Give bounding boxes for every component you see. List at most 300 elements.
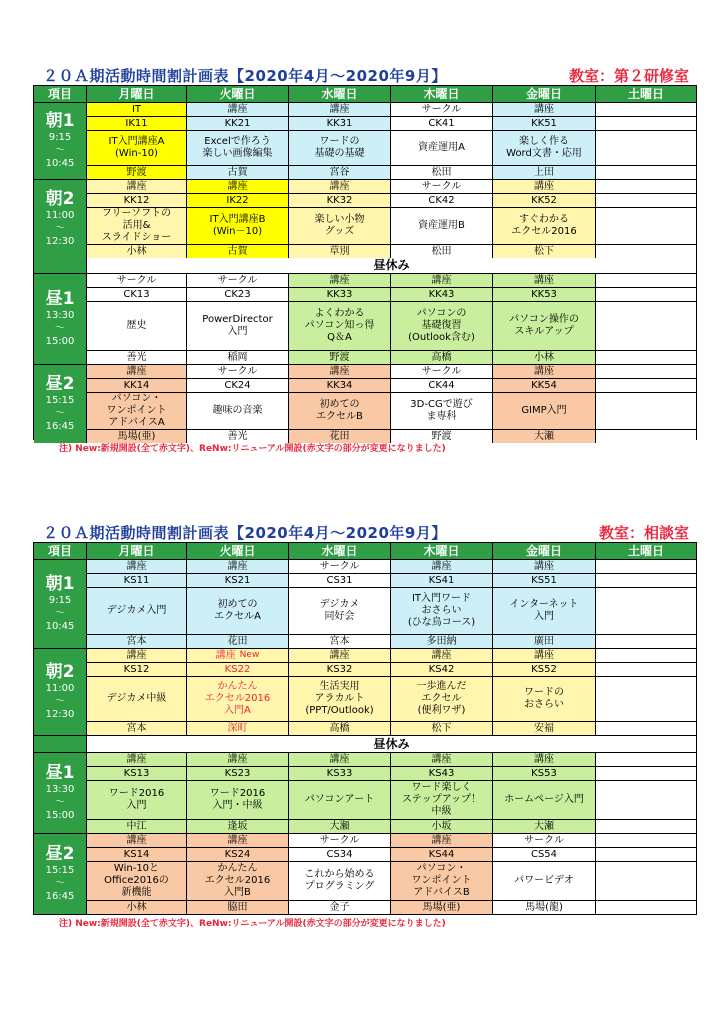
timetable-header-row — [34, 543, 696, 559]
class-type — [289, 560, 390, 574]
class-type — [596, 560, 696, 574]
class-type — [289, 649, 390, 663]
class-type — [596, 103, 696, 117]
class-type — [493, 834, 595, 848]
class-title: Excelで作ろう 楽しい画像編集 — [187, 131, 288, 166]
period-time: 11:00 ～ 12:30 — [45, 210, 75, 247]
class-title: すぐわかる エクセル2016 — [493, 208, 595, 245]
class-type — [187, 560, 288, 574]
class-code — [596, 848, 696, 862]
instructor-name: 野渡 — [329, 352, 350, 363]
class-type-text: サークル — [421, 366, 462, 377]
period-label — [34, 834, 87, 914]
instructor-name: 多田納 — [426, 636, 457, 647]
class-type — [187, 274, 288, 288]
class-code: CS31 — [289, 574, 390, 588]
class-title: デジカメ 同好会 — [289, 588, 390, 635]
class-type — [187, 180, 288, 194]
period-time: 13:30 ～ 15:00 — [45, 310, 75, 347]
class-slot — [493, 560, 596, 648]
instructor-name: 花田 — [329, 431, 350, 442]
class-title: 楽しい小物 グッズ — [289, 208, 390, 245]
class-code: KS13 — [87, 767, 186, 781]
class-slot — [187, 103, 289, 179]
class-slot — [87, 274, 187, 364]
period-time: 15:15 ～ 16:45 — [45, 395, 75, 432]
class-title: GIMP入門 — [493, 393, 595, 430]
new-badge: New — [239, 650, 260, 660]
header-day: 金曜日 — [493, 543, 596, 559]
class-type — [87, 649, 186, 663]
period-row — [34, 364, 696, 442]
class-slot — [289, 103, 391, 179]
lunch-break-row — [34, 735, 696, 752]
class-title: IT入門講座B (Win－10) — [187, 208, 288, 245]
class-code: KS24 — [187, 848, 288, 862]
class-code: KS44 — [391, 848, 492, 862]
class-title: よくわかる パソコン知っ得 Q＆A — [289, 302, 390, 351]
timetable-grid — [33, 542, 697, 915]
class-type-text: サークル — [319, 561, 360, 572]
class-type-text: 講座 — [329, 650, 350, 661]
period-time: 11:00 ～ 12:30 — [45, 683, 75, 720]
class-type — [87, 834, 186, 848]
class-type — [596, 365, 696, 379]
header-day: 火曜日 — [187, 543, 289, 559]
class-code: KS21 — [187, 574, 288, 588]
timetable-grid — [33, 85, 697, 440]
class-slot — [87, 180, 187, 258]
instructor-name: 稲岡 — [227, 352, 248, 363]
class-title: パソコン操作の スキルアップ — [493, 302, 595, 351]
class-type-text: 講座 — [126, 835, 147, 846]
schedule-section-consultation-room — [33, 520, 697, 929]
class-slot — [596, 753, 696, 833]
timetable-header-row — [34, 86, 696, 102]
class-code: KS43 — [391, 767, 492, 781]
lunch-label-cell — [34, 736, 87, 752]
class-type-text: 講座 — [534, 104, 554, 115]
class-code — [596, 117, 696, 131]
period-label — [34, 365, 87, 443]
class-title: Win-10と Office2016の 新機能 — [87, 862, 186, 901]
class-title: かんたん エクセル2016 入門B — [187, 862, 288, 901]
instructor-name: 逢坂 — [227, 821, 248, 832]
instructor-name: 古賀 — [227, 167, 248, 178]
class-type-text: 講座 — [431, 754, 452, 765]
class-title — [596, 302, 696, 351]
instructor-name: 野渡 — [126, 167, 147, 178]
instructor-name: 野渡 — [431, 431, 452, 442]
header-day: 水曜日 — [289, 86, 391, 102]
class-title: 資産運用A — [391, 131, 492, 166]
class-title: ワード2016 入門・中級 — [187, 781, 288, 820]
class-title: インターネット 入門 — [493, 588, 595, 635]
class-code: KK53 — [493, 288, 595, 302]
class-title: 趣味の音楽 — [187, 393, 288, 430]
class-type-text: サークル — [116, 275, 157, 286]
class-title: パソコンの 基礎復習 (Outlook含む) — [391, 302, 492, 351]
period-row — [34, 559, 696, 648]
class-slot — [391, 834, 493, 914]
class-slot — [391, 560, 493, 648]
period-row — [34, 648, 696, 735]
class-type-text: 講座 — [431, 650, 452, 661]
class-type-text: サークル — [421, 181, 462, 192]
class-code: CS34 — [289, 848, 390, 862]
class-type — [289, 103, 390, 117]
class-type — [493, 180, 595, 194]
period-name: 朝1 — [45, 574, 75, 594]
class-type — [596, 180, 696, 194]
class-code — [596, 194, 696, 208]
class-slot — [493, 180, 596, 258]
instructor-name: 善光 — [126, 352, 147, 363]
footnote: 注) New:新規開設(全て赤文字)、ReNw:リニューアル開設(赤文字の部分が変更になりました) — [59, 444, 446, 454]
class-slot — [391, 649, 493, 735]
class-code: KK43 — [391, 288, 492, 302]
period-time: 9:15 ～ 10:45 — [45, 595, 75, 632]
class-type-text: 講座 — [329, 754, 350, 765]
class-slot — [187, 274, 289, 364]
class-type-text: 講座 — [126, 754, 147, 765]
class-title: IT入門講座A (Win-10) — [87, 131, 186, 166]
class-slot — [391, 180, 493, 258]
class-title: パソコン・ ワンポイント アドバイスB — [391, 862, 492, 901]
class-code — [596, 663, 696, 677]
class-slot — [391, 103, 493, 179]
class-type — [493, 649, 595, 663]
class-title: 生活実用 アラカルト (PPT/Outlook) — [289, 677, 390, 722]
class-title: かんたん エクセル2016 入門A — [187, 677, 288, 722]
class-title: 資産運用B — [391, 208, 492, 245]
instructor-name: 脇田 — [227, 902, 248, 913]
class-type-text: 講座 — [126, 650, 147, 661]
instructor-name: 松田 — [431, 246, 452, 257]
class-code: KK21 — [187, 117, 288, 131]
instructor-name: 高橋 — [329, 723, 350, 734]
class-type — [289, 180, 390, 194]
class-type-text: 講座 — [126, 561, 147, 572]
header-day: 土曜日 — [596, 86, 696, 102]
class-title: パワービデオ — [493, 862, 595, 901]
period-row — [34, 833, 696, 914]
instructor-name: 宮谷 — [329, 167, 350, 178]
class-type — [391, 753, 492, 767]
schedule-title-bar — [33, 63, 697, 85]
instructor-name: 大瀬 — [329, 821, 350, 832]
class-slot — [493, 649, 596, 735]
room-label: 教室：第２研修室 — [568, 67, 689, 85]
instructor-name: 松田 — [431, 167, 452, 178]
class-slot — [187, 560, 289, 648]
class-type-text: 講座 — [534, 366, 554, 377]
class-code: KS52 — [493, 663, 595, 677]
class-title: ワードの おさらい — [493, 677, 595, 722]
instructor-name: 花田 — [227, 636, 248, 647]
period-label — [34, 103, 87, 179]
schedule-section-training-room — [33, 63, 697, 454]
instructor-name: 馬場(龍) — [525, 902, 563, 913]
instructor-name — [596, 351, 696, 364]
class-slot — [187, 834, 289, 914]
class-type-text: 講座 — [227, 561, 248, 572]
class-type — [87, 274, 186, 288]
class-slot — [493, 753, 596, 833]
period-name: 昼1 — [45, 289, 75, 309]
class-type — [289, 834, 390, 848]
instructor-name: 小林 — [534, 352, 554, 363]
header-day: 木曜日 — [391, 86, 493, 102]
period-label — [34, 649, 87, 735]
period-row — [34, 102, 696, 179]
class-slot — [493, 103, 596, 179]
class-code: KS41 — [391, 574, 492, 588]
class-title: パソコンアート — [289, 781, 390, 820]
class-title: 初めての エクセルA — [187, 588, 288, 635]
instructor-name — [596, 430, 696, 443]
class-slot — [87, 649, 187, 735]
class-title: これから始める プログラミング — [289, 862, 390, 901]
class-title — [596, 393, 696, 430]
class-type-text: サークル — [217, 275, 258, 286]
class-code: KK34 — [289, 379, 390, 393]
class-type — [493, 365, 595, 379]
class-slot — [493, 834, 596, 914]
class-type-text: 講座 — [329, 181, 350, 192]
class-slot — [87, 103, 187, 179]
class-type — [87, 560, 186, 574]
instructor-name — [596, 820, 696, 833]
class-type — [493, 274, 595, 288]
instructor-name: 安福 — [534, 723, 554, 734]
room-label: 教室：相談室 — [598, 524, 689, 542]
class-slot — [289, 365, 391, 443]
class-type — [596, 649, 696, 663]
class-type — [493, 560, 595, 574]
class-type-text: 講座 — [534, 650, 554, 661]
class-code: KK31 — [289, 117, 390, 131]
class-code: CK42 — [391, 194, 492, 208]
class-code: KS11 — [87, 574, 186, 588]
class-type-text: 講座 — [534, 561, 554, 572]
class-code: KK33 — [289, 288, 390, 302]
class-title: ワード2016 入門 — [87, 781, 186, 820]
class-type-text: 講座 — [431, 561, 452, 572]
class-title: 一歩進んだ エクセル (便利ワザ) — [391, 677, 492, 722]
class-code: KS23 — [187, 767, 288, 781]
instructor-name: 上田 — [534, 167, 554, 178]
instructor-name: 宮本 — [126, 723, 147, 734]
class-type-text: IT — [131, 104, 142, 115]
class-code: KS12 — [87, 663, 186, 677]
header-day: 月曜日 — [87, 86, 187, 102]
class-slot — [493, 274, 596, 364]
class-type — [289, 753, 390, 767]
instructor-name: 松下 — [534, 246, 554, 257]
class-slot — [596, 649, 696, 735]
class-type — [596, 753, 696, 767]
instructor-name: 馬場(亜) — [422, 902, 461, 913]
class-code: IK11 — [87, 117, 186, 131]
class-type-text: 講座 — [227, 104, 248, 115]
class-code: KK12 — [87, 194, 186, 208]
class-title — [596, 131, 696, 166]
period-name: 朝2 — [45, 662, 75, 682]
instructor-name: 草別 — [329, 246, 350, 257]
class-type — [187, 753, 288, 767]
class-code — [596, 767, 696, 781]
class-title — [596, 208, 696, 245]
class-type — [596, 834, 696, 848]
class-type — [289, 365, 390, 379]
class-type — [596, 274, 696, 288]
class-slot — [596, 560, 696, 648]
header-item: 項目 — [34, 543, 87, 559]
class-type-text: 講座 — [329, 104, 350, 115]
header-day: 水曜日 — [289, 543, 391, 559]
class-code: CS54 — [493, 848, 595, 862]
class-type-text: 講座 — [126, 366, 147, 377]
footnote: 注) New:新規開設(全て赤文字)、ReNw:リニューアル開設(赤文字の部分が変更になりました) — [59, 919, 446, 929]
instructor-name: 善光 — [227, 431, 248, 442]
class-type-text: 講座 — [227, 754, 248, 765]
instructor-name: 小林 — [126, 246, 147, 257]
class-type — [391, 274, 492, 288]
instructor-name: 宮本 — [126, 636, 147, 647]
class-title: PowerDirector 入門 — [187, 302, 288, 351]
instructor-name — [596, 635, 696, 648]
period-label — [34, 180, 87, 258]
class-slot — [187, 180, 289, 258]
instructor-name: 馬場(亜) — [117, 431, 156, 442]
class-slot — [596, 365, 696, 443]
class-title — [596, 677, 696, 722]
class-type-text: 講座 — [431, 275, 452, 286]
class-type — [187, 649, 288, 663]
class-title: ワード楽しく ステップアップ！ 中級 — [391, 781, 492, 820]
class-type — [391, 180, 492, 194]
class-type — [493, 753, 595, 767]
instructor-name: 宮本 — [329, 636, 350, 647]
period-time: 9:15 ～ 10:45 — [45, 132, 75, 169]
period-label — [34, 274, 87, 364]
class-type — [87, 180, 186, 194]
class-code: KK54 — [493, 379, 595, 393]
schedule-title: ２０Ａ期活動時間割計画表【2020年4月～2020年9月】 — [43, 67, 447, 85]
class-code: CK13 — [87, 288, 186, 302]
class-type-text: 講座 — [431, 835, 452, 846]
class-type-text: 講座 — [534, 181, 554, 192]
class-slot — [391, 365, 493, 443]
instructor-name: 大瀬 — [534, 431, 554, 442]
instructor-name — [596, 166, 696, 179]
lunch-label-cell — [34, 257, 87, 273]
period-name: 昼2 — [45, 374, 75, 394]
class-title: IT入門ワード おさらい (ひな鳥コース) — [391, 588, 492, 635]
class-code: KS53 — [493, 767, 595, 781]
class-slot — [289, 649, 391, 735]
class-title: 初めての エクセルB — [289, 393, 390, 430]
class-slot — [493, 365, 596, 443]
class-title — [596, 862, 696, 901]
period-row — [34, 179, 696, 256]
class-code — [596, 574, 696, 588]
instructor-name: 松下 — [431, 723, 452, 734]
class-type-text: 講座 — [534, 275, 554, 286]
class-type — [187, 365, 288, 379]
class-slot — [596, 834, 696, 914]
instructor-name: 中江 — [126, 821, 147, 832]
class-slot — [87, 753, 187, 833]
class-type-text: 講座 — [227, 835, 248, 846]
instructor-name: 廣田 — [534, 636, 554, 647]
class-type — [391, 560, 492, 574]
class-code: KK14 — [87, 379, 186, 393]
schedule-title-bar — [33, 520, 697, 542]
class-title — [596, 781, 696, 820]
instructor-name — [596, 901, 696, 914]
header-item: 項目 — [34, 86, 87, 102]
instructor-name: 金子 — [329, 902, 350, 913]
class-title: ワードの 基礎の基礎 — [289, 131, 390, 166]
class-title — [596, 588, 696, 635]
lunch-label: 昼休み — [373, 258, 410, 272]
class-type — [187, 103, 288, 117]
instructor-name — [596, 722, 696, 735]
header-day: 月曜日 — [87, 543, 187, 559]
class-code: CK24 — [187, 379, 288, 393]
class-title: 楽しく作る Word文書・応用 — [493, 131, 595, 166]
period-row — [34, 752, 696, 833]
class-type — [87, 103, 186, 117]
period-name: 昼2 — [45, 844, 75, 864]
class-type-text: 講座 — [126, 181, 147, 192]
class-title: 歴史 — [87, 302, 186, 351]
period-name: 朝1 — [45, 111, 75, 131]
class-code: KS33 — [289, 767, 390, 781]
lunch-label: 昼休み — [373, 737, 410, 751]
class-type — [391, 834, 492, 848]
class-type — [391, 365, 492, 379]
class-slot — [596, 103, 696, 179]
schedule-title: ２０Ａ期活動時間割計画表【2020年4月～2020年9月】 — [43, 524, 447, 542]
class-slot — [87, 365, 187, 443]
class-slot — [187, 649, 289, 735]
instructor-name: 小林 — [126, 902, 147, 913]
header-day: 金曜日 — [493, 86, 596, 102]
instructor-name: 高橋 — [431, 352, 452, 363]
period-label — [34, 753, 87, 833]
class-code: KK52 — [493, 194, 595, 208]
class-type — [187, 834, 288, 848]
period-time: 15:15 ～ 16:45 — [45, 865, 75, 902]
class-slot — [391, 274, 493, 364]
class-slot — [289, 274, 391, 364]
class-slot — [596, 180, 696, 258]
class-title: パソコン・ ワンポイント アドバイスA — [87, 393, 186, 430]
class-code: CK23 — [187, 288, 288, 302]
class-type-text: 講座 — [215, 650, 236, 661]
class-code: KK51 — [493, 117, 595, 131]
class-type-text: サークル — [421, 104, 462, 115]
class-type — [289, 274, 390, 288]
class-code: CK44 — [391, 379, 492, 393]
class-type — [391, 649, 492, 663]
class-type-text: 講座 — [329, 366, 350, 377]
class-code — [596, 288, 696, 302]
class-type-text: 講座 — [329, 275, 350, 286]
